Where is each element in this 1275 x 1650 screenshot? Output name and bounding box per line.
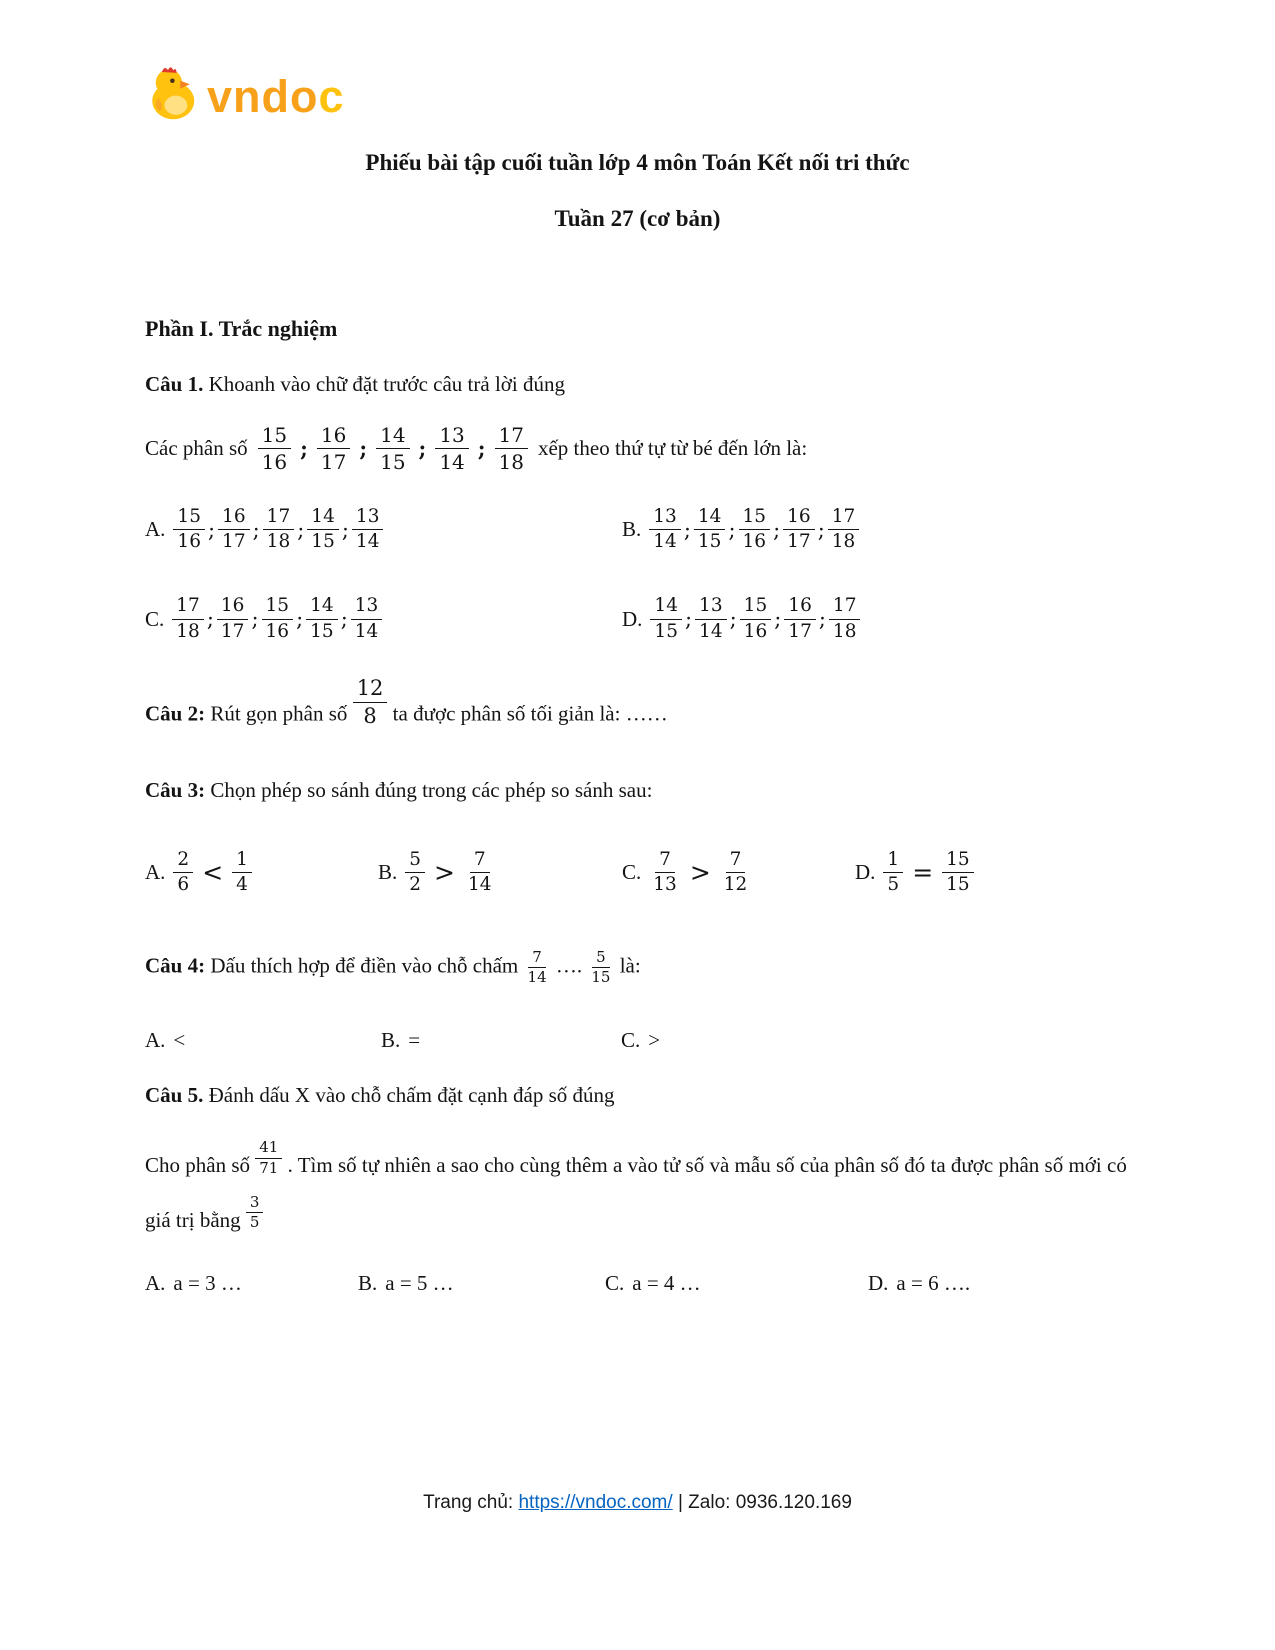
brand-main: vndo [207,70,319,122]
question-4-suffix: là: [619,953,641,978]
question-5-prompt [145,1083,1130,1108]
question-4 [145,949,1130,987]
option-label: B. [622,517,642,542]
option-label: B. [381,1028,401,1052]
question-4-dots: …. [555,953,583,978]
question-3-prompt [145,778,1130,803]
question-1-body [145,423,1130,474]
page-title: Phiếu bài tập cuối tuần lớp 4 môn Toán Kết nối tri thức [365,150,910,175]
comparison-operator: = [912,858,934,888]
q5-option-b [358,1271,605,1296]
option-label: C. [622,860,642,885]
chick-mascot-icon [147,64,203,128]
question-2-fraction: $\frac{12}{8}$ [353,688,388,712]
option-value: a = 4 … [632,1271,701,1296]
q3-option-d [855,849,1130,896]
footer-home-link[interactable]: https://vndoc.com/ [518,1492,673,1513]
question-4-left-fraction: $\frac{7}{14}$ [527,947,547,986]
option-label: D. [855,860,876,885]
question-5-fraction-2: $\frac{3}{5}$ [246,1199,264,1223]
option-label: A. [145,517,166,542]
q1-option-c [145,595,622,642]
option-label: B. [358,1271,378,1296]
question-4-label: Câu 4: [145,953,206,978]
section-1-heading: Phần I. Trắc nghiệm [145,316,338,341]
question-2-label: Câu 2: [145,701,206,726]
question-5-text: Đánh dấu X vào chỗ chấm đặt cạnh đáp số đúng [208,1083,615,1107]
question-3-options [145,849,1130,896]
comparison-operator: < [202,858,224,888]
option-fractions: $\frac{13}{14}$ ; $\frac{14}{15}$ ; $\frac{15}{16}$ ; $\frac{16}{17}$ ; $\frac{17}{18}$ [649,506,859,553]
footer-separator: | [677,1492,683,1513]
question-2 [145,675,1130,742]
q5-option-c [605,1271,868,1296]
question-5-label: Câu 5. [145,1083,204,1107]
option-value: < [173,1028,186,1052]
option-label: D. [868,1271,889,1296]
question-4-prefix: Dấu thích hợp để điền vào chỗ chấm [210,953,519,978]
question-1-label: Câu 1. [145,372,204,396]
comparison [173,849,252,896]
q3-option-c [622,849,855,896]
q3-option-a [145,849,378,896]
page-footer [0,1492,1275,1514]
option-label: C. [605,1271,625,1296]
option-fractions: $\frac{15}{16}$ ; $\frac{16}{17}$ ; $\frac{17}{18}$ ; $\frac{14}{15}$ ; $\frac{13}{14}$ [173,506,383,553]
option-fractions: $\frac{14}{15}$ ; $\frac{13}{14}$ ; $\frac{15}{16}$ ; $\frac{16}{17}$ ; $\frac{17}{18}$ [650,595,860,642]
right-fraction: $\frac{15}{15}$ [942,849,974,896]
question-5-body [145,1138,1130,1247]
option-label: D. [622,606,643,631]
q5-option-d [868,1271,1130,1296]
question-3-text: Chọn phép so sánh đúng trong các phép so sánh sau: [210,778,653,803]
comparison-operator: > [689,858,711,888]
option-value: = [408,1028,421,1052]
footer-zalo: Zalo: 0936.120.169 [688,1492,852,1513]
option-fractions: $\frac{17}{18}$ ; $\frac{16}{17}$ ; $\frac{15}{16}$ ; $\frac{14}{15}$ ; $\frac{13}{14}$ [172,595,382,642]
q4-option-a [145,1028,381,1053]
footer-home-label: Trang chủ: [423,1492,514,1513]
option-value: a = 3 … [173,1271,242,1296]
q1-option-a [145,506,622,553]
question-5-fraction-1: $\frac{41}{71}$ [255,1144,282,1168]
q1-option-d [622,595,1130,642]
question-1-options [145,506,1130,643]
option-label: C. [145,606,165,631]
question-2-suffix: ta được phân số tối giản là: …… [392,701,668,726]
left-fraction: $\frac{1}{5}$ [883,849,903,896]
comparison [405,849,495,896]
question-1-text: Khoanh vào chữ đặt trước câu trả lời đúng [208,372,565,396]
q5-option-a [145,1271,358,1296]
option-label: B. [378,860,398,885]
question-1-prompt [145,372,1130,397]
right-fraction: $\frac{1}{4}$ [232,849,252,896]
right-fraction: $\frac{7}{14}$ [468,849,492,896]
left-fraction: $\frac{7}{13}$ [653,849,677,896]
question-4-right-fraction: $\frac{5}{15}$ [591,947,611,986]
q4-option-b [381,1028,621,1053]
option-label: A. [145,1028,166,1052]
question-5-body-prefix: Cho phân số [145,1153,250,1177]
page-subtitle: Tuần 27 (cơ bản) [554,206,721,231]
left-fraction: $\frac{2}{6}$ [173,849,193,896]
option-value: > [648,1028,661,1052]
question-5-options [145,1271,1130,1296]
comparison [649,849,751,896]
brand-text [207,70,345,122]
q3-option-b [378,849,622,896]
q1-option-b [622,506,1130,553]
left-fraction: $\frac{5}{2}$ [405,849,425,896]
right-fraction: $\frac{7}{12}$ [723,849,748,896]
comparison-operator: > [434,858,455,888]
question-1-fraction-list: $\frac{15}{16}$ ; $\frac{16}{17}$ ; $\frac{14}{15}$ ; $\frac{13}{14}$ ; $\frac{17}{18}$ [258,423,528,474]
question-2-prefix: Rút gọn phân số [210,701,348,726]
comparison [883,849,973,896]
question-1-intro-suffix: xếp theo thứ tự từ bé đến lớn là: [537,436,808,460]
question-3-label: Câu 3: [145,778,206,803]
option-label: A. [145,860,166,885]
question-5-body-mid: . Tìm số tự nhiên a sao cho cùng thêm a vào tử số và mẫu số của phân số đó ta được phân số mới có giá trị bằng [145,1153,1127,1232]
q4-option-c [621,1028,1130,1053]
option-label: C. [621,1028,641,1052]
option-value: a = 5 … [385,1271,454,1296]
brand-accent: c [318,70,345,122]
option-label: A. [145,1271,166,1296]
question-4-options [145,1028,1130,1053]
vndoc-logo [147,64,1130,128]
option-value: a = 6 …. [896,1271,971,1296]
question-1-intro-prefix: Các phân số [145,436,248,460]
